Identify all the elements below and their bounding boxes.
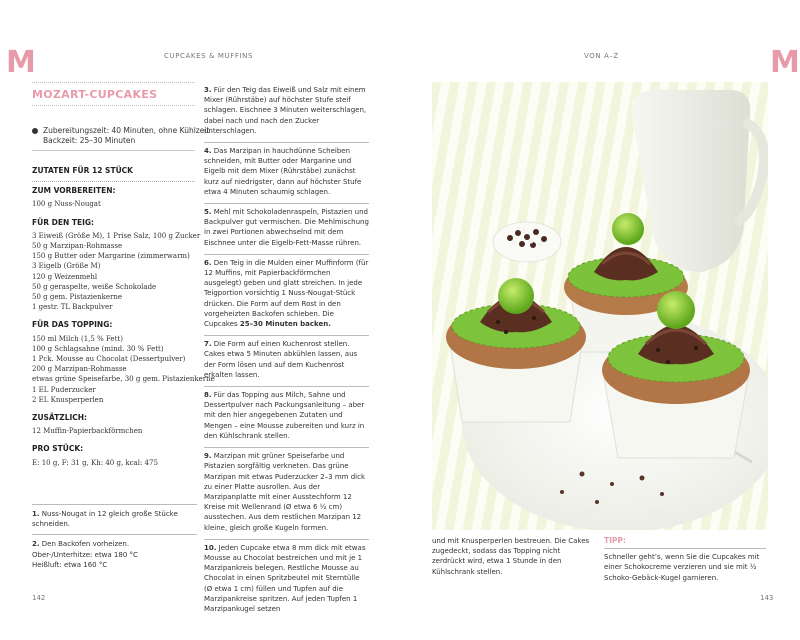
tip-box	[604, 536, 766, 583]
bake-time: Backzeit: 25–30 Minuten	[43, 136, 136, 145]
cupcakes-illustration	[432, 82, 768, 530]
section-label-left: CUPCAKES & MUFFINS	[164, 52, 254, 60]
step-text: Jeden Cupcake etwa 8 mm dick mit etwas Mousse au Chocolat bestreichen und mit je 1 Marzipankreis belegen. Restliche Mousse au Chocolat in einen Spritzbeutel mit Sterntülle (Ø etwa 1 cm) füllen und Tupfen auf die Marzipankreise spritzen. Auf jeden Tupfen 1 Marzipankugel setzen	[204, 543, 366, 613]
chapter-letter-right: M	[770, 45, 800, 80]
tip-rule	[604, 548, 766, 549]
ingredient-group-header: ZUM VORBEREITEN:	[32, 186, 116, 196]
clock-icon	[32, 128, 38, 134]
ingredient-group-header: FÜR DEN TEIG:	[32, 217, 95, 227]
step-number: 8.	[204, 391, 212, 400]
ingredient-item: 150 g Butter oder Margarine (zimmerwarm)	[32, 252, 190, 261]
instruction-step	[204, 143, 369, 204]
ingredient-item: 3 Eiweiß (Größe M), 1 Prise Salz, 100 g Zucker	[32, 231, 201, 240]
instruction-step	[204, 387, 369, 448]
steps-column-1	[32, 504, 197, 575]
prep-time: Zubereitungszeit: 40 Minuten, ohne Kühlzeit	[43, 126, 210, 135]
step-text: Nuss-Nougat in 12 gleich große Stücke schneiden.	[32, 510, 178, 529]
instruction-step	[204, 448, 369, 540]
step-text: Für den Teig das Eiweiß und Salz mit einem Mixer (Rührstäbe) auf höchster Stufe steif schlagen. Eischnee 3 Minuten weiterschlagen, dabei nach und nach den Zucker unterschlagen.	[204, 86, 367, 135]
instruction-step	[204, 540, 369, 620]
step-number: 9.	[204, 452, 212, 461]
ingredients-rule	[32, 181, 195, 182]
step-text: Die Form auf einen Kuchenrost stellen. Cakes etwa 5 Minuten abkühlen lassen, aus der Form lösen und auf dem Kuchenrost erkalten lassen.	[204, 340, 358, 379]
ingredient-item: 12 Muffin-Papierbackförmchen	[32, 427, 143, 436]
ingredient-item: 100 g Schlagsahne (mind. 30 % Fett)	[32, 344, 164, 353]
ingredient-item: 1 EL Puderzucker	[32, 385, 96, 394]
step-text: Das Marzipan in hauchdünne Scheiben schneiden, mit Butter oder Margarine und Eigelb mit dem Mixer (Rührstäbe) zunächst kurz auf niedrigster, dann auf höchster Stufe etwa 4 Minuten schaumig schlagen.	[204, 147, 362, 196]
step-text: Den Backofen vorheizen. Ober-/Unterhitze: etwa 180 °C Heißluft: etwa 160 °C	[32, 540, 138, 569]
page-number-right: 143	[760, 594, 774, 602]
ingredient-item: 1 gestr. TL Backpulver	[32, 303, 113, 312]
ingredient-item: 50 g geraspelte, weiße Schokolade	[32, 282, 157, 291]
ingredient-item: 200 g Marzipan-Rohmasse	[32, 365, 127, 374]
continuation-text: und mit Knusperperlen bestreuen. Die Cakes zugedeckt, sodass das Topping nicht zerdrückt wird, etwa 1 Stunde in den Kühlschrank stellen.	[432, 537, 590, 576]
page-number-left: 142	[32, 594, 46, 602]
step-number: 7.	[204, 340, 212, 349]
step-text: Den Teig in die Mulden einer Muffinform (für 12 Muffins, mit Papierbackförmchen ausgelegt) geben und glatt streichen. In jede Teigportion vorsichtig 1 Nuss-Nougat-Stück drücken. Die Form auf dem Rost in den vorgeheizten Backofen schieben. Die Cupcakes	[204, 258, 369, 329]
step-number: 10.	[204, 543, 217, 552]
step-number: 4.	[204, 147, 212, 156]
ingredient-item: 3 Eigelb (Größe M)	[32, 262, 101, 271]
step-number: 6.	[204, 258, 212, 267]
cupcake-left	[446, 278, 586, 422]
info-rule	[32, 150, 195, 151]
instruction-step	[204, 204, 369, 255]
group-spacer	[32, 405, 197, 413]
ingredient-item: 1 Pck. Mousse au Chocolat (Dessertpulver)	[32, 355, 186, 364]
step-number: 1.	[32, 510, 40, 518]
instruction-step	[204, 82, 369, 143]
instruction-step	[32, 504, 197, 534]
cupcakes-photo	[432, 82, 768, 530]
step-number: 3.	[204, 86, 212, 94]
steps-column-2	[204, 82, 369, 620]
ingredient-item: 150 ml Milch (1,5 % Fett)	[32, 334, 123, 343]
ingredient-item: 100 g Nuss-Nougat	[32, 200, 101, 209]
ingredient-group-header: FÜR DAS TOPPING:	[32, 320, 113, 330]
ingredient-item: 50 g Marzipan-Rohmasse	[32, 242, 123, 251]
tip-text: Schneller geht’s, wenn Sie die Cupcakes mit einer Schokocreme verzieren und sie mit ½ Schoko-Gebäck-Kugel garnieren.	[604, 553, 760, 582]
ingredient-group-header: ZUSÄTZLICH:	[32, 413, 88, 423]
group-spacer	[32, 312, 197, 320]
group-spacer	[32, 436, 197, 444]
ingredients-column	[32, 166, 215, 476]
instruction-step	[32, 534, 197, 575]
ingredient-item: 120 g Weizenmehl	[32, 272, 98, 281]
ingredient-item: 50 g gem. Pistazienkerne	[32, 293, 123, 302]
ingredients-header: ZUTATEN FÜR 12 STÜCK	[32, 166, 133, 175]
group-spacer	[32, 210, 197, 218]
chapter-letter-left: M	[6, 45, 36, 80]
recipe-title: MOZART-CUPCAKES	[32, 88, 158, 101]
instruction-step	[204, 336, 369, 387]
group-spacer	[32, 468, 197, 476]
title-bottom-rule	[32, 105, 195, 106]
instruction-step	[204, 255, 369, 336]
title-top-rule	[32, 82, 195, 83]
tip-header: TIPP:	[604, 536, 626, 545]
step-text: Mehl mit Schokoladenraspeln, Pistazien und Backpulver gut vermischen. Die Mehlmischung in zwei Portionen abwechselnd mit dem Eischnee unter die Eigelb-Fett-Masse rühren.	[204, 208, 369, 247]
step-text: Marzipan mit grüner Speisefarbe und Pistazien sorgfältig verkneten. Das grüne Marzipan mit etwas Puderzucker 2–3 mm dick zu einer Platte ausrollen. Aus der Marzipanplatte mit einer Ausstechform 12 Kreise mit Wellenrand (Ø etwa 6 ½ cm) ausstechen. Aus dem restlichen Marzipan 12 kleine, gleich große Kugeln formen.	[204, 452, 366, 532]
ingredient-item: 2 EL Knusperperlen	[32, 395, 104, 404]
ingredient-item: etwas grüne Speisefarbe, 30 g gem. Pistazienkerne	[32, 375, 215, 384]
section-label-right: VON A–Z	[584, 52, 619, 60]
step-text: Für das Topping aus Milch, Sahne und Dessertpulver nach Packungsanleitung – aber mit den hier angegebenen Zutaten und Mengen – eine Mousse zubereiten und kurz in den Kühlschrank stellen.	[204, 391, 365, 440]
ingredient-group-header: PRO STÜCK:	[32, 444, 84, 454]
step-number: 2.	[32, 540, 40, 549]
time-info	[32, 126, 209, 146]
ingredient-item: E: 10 g, F: 31 g, Kh: 40 g, kcal: 475	[32, 458, 158, 467]
step-number: 5.	[204, 208, 212, 217]
step-bold-text: 25–30 Minuten backen.	[239, 320, 331, 329]
